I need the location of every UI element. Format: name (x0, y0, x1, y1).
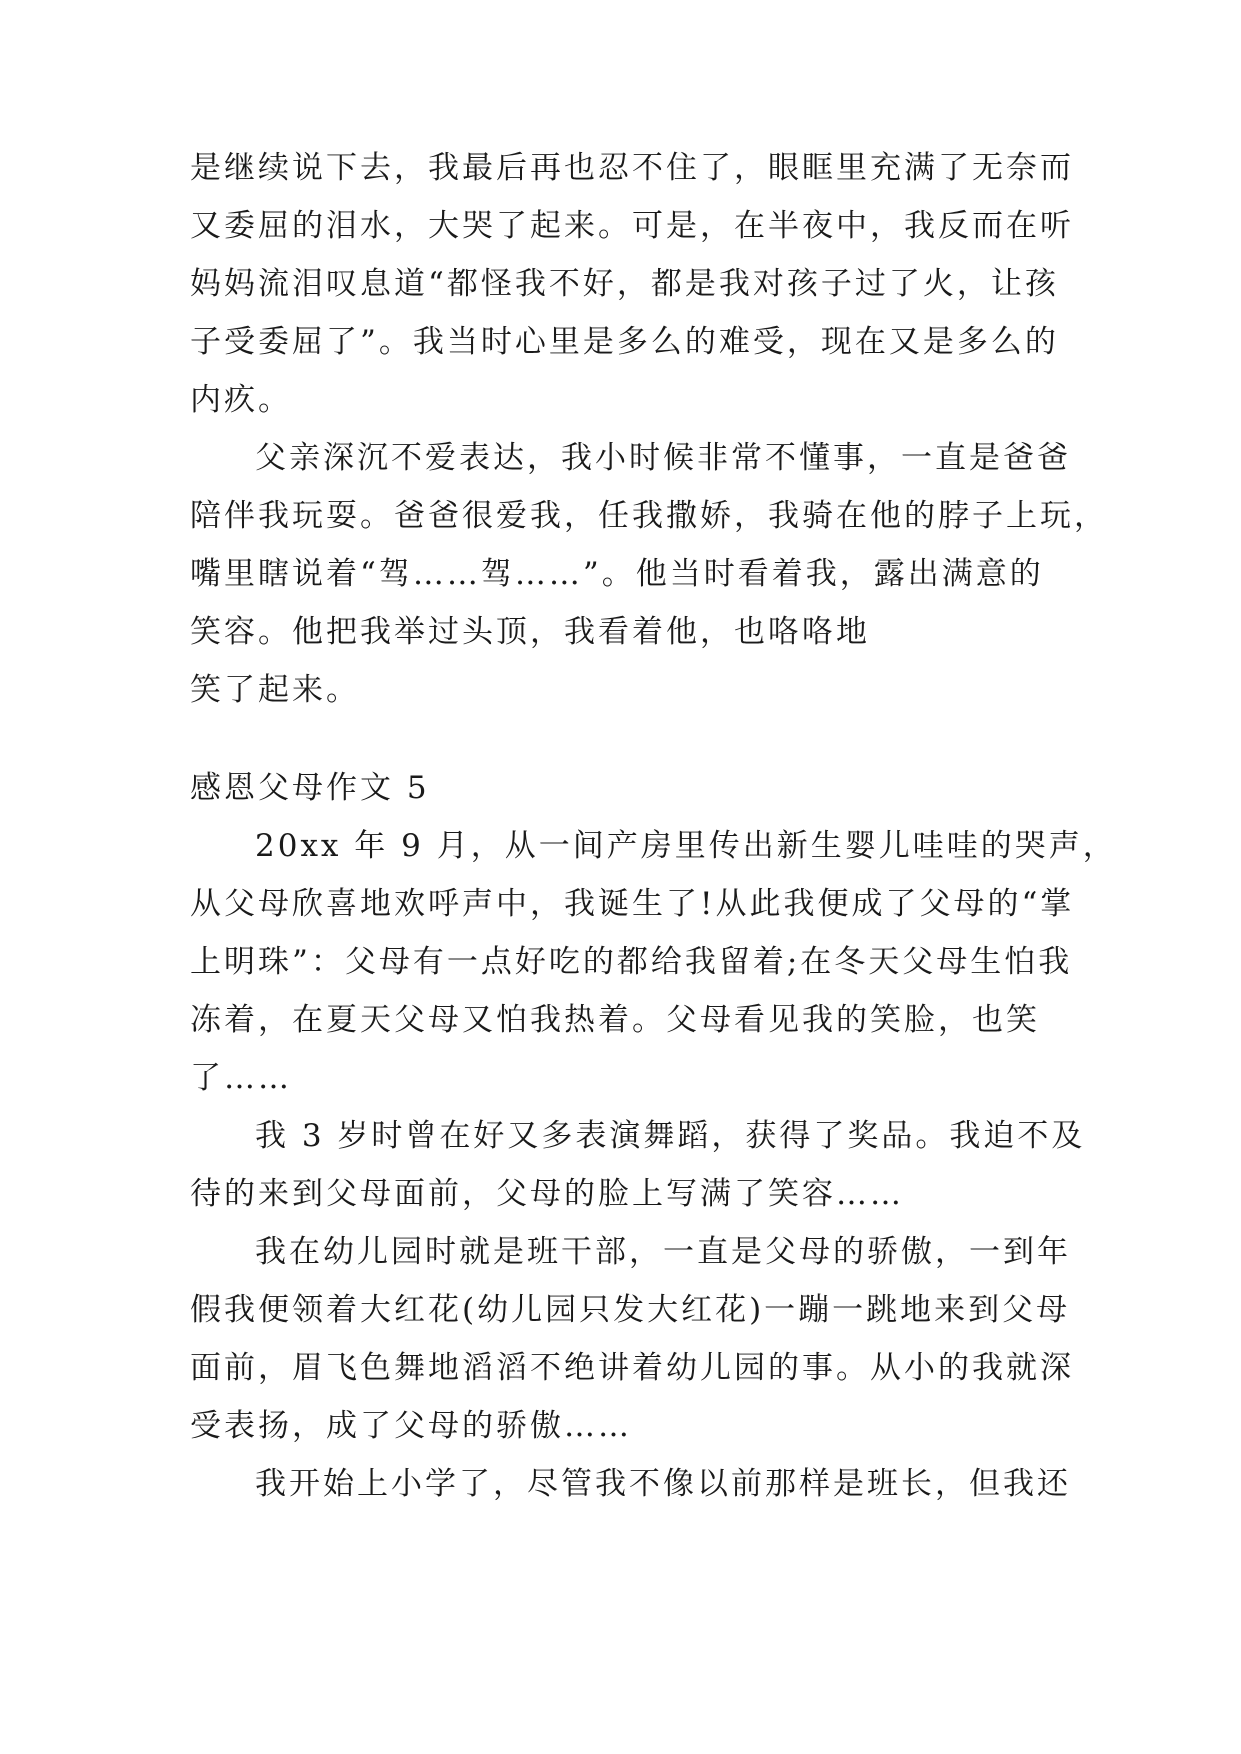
text-line: 内疚。 (190, 382, 292, 418)
text-line: 是继续说下去，我最后再也忍不住了，眼眶里充满了无奈而 (190, 150, 1074, 186)
paragraph-start-line: 我开始上小学了，尽管我不像以前那样是班长，但我还 (255, 1466, 1071, 1502)
paragraph-start-line: 我 3 岁时曾在好又多表演舞蹈，获得了奖品。我迫不及 (255, 1118, 1086, 1154)
text-line: 陪伴我玩耍。爸爸很爱我，任我撒娇，我骑在他的脖子上玩， (190, 498, 1108, 534)
text-line: 笑了起来。 (190, 672, 360, 708)
text-line: 上明珠”：父母有一点好吃的都给我留着;在冬天父母生怕我 (190, 944, 1073, 980)
text-line: 假我便领着大红花(幼儿园只发大红花)一蹦一跳地来到父母 (190, 1292, 1071, 1328)
text-line: 又委屈的泪水，大哭了起来。可是，在半夜中，我反而在听 (190, 208, 1074, 244)
text-line: 子受委屈了”。我当时心里是多么的难受，现在又是多么的 (190, 324, 1059, 360)
paragraph-start-line: 我在幼儿园时就是班干部，一直是父母的骄傲，一到年 (255, 1234, 1071, 1270)
text-line: 妈妈流泪叹息道“都怪我不好，都是我对孩子过了火，让孩 (190, 266, 1059, 302)
text-line: 冻着，在夏天父母又怕我热着。父母看见我的笑脸，也笑 (190, 1002, 1040, 1038)
text-line: 受表扬，成了父母的骄傲…… (190, 1408, 632, 1444)
paragraph-start-line: 20xx 年 9 月，从一间产房里传出新生婴儿哇哇的哭声， (255, 828, 1117, 864)
text-line: 待的来到父母面前，父母的脸上写满了笑容…… (190, 1176, 904, 1212)
text-line: 嘴里瞎说着“驾……驾……”。他当时看着我，露出满意的 (190, 556, 1044, 592)
text-line: 了…… (190, 1060, 292, 1096)
text-line: 从父母欣喜地欢呼声中，我诞生了!从此我便成了父母的“掌 (190, 886, 1075, 922)
section-heading: 感恩父母作文 5 (190, 770, 430, 806)
paragraph-start-line: 父亲深沉不爱表达，我小时候非常不懂事，一直是爸爸 (255, 440, 1071, 476)
text-line: 面前，眉飞色舞地滔滔不绝讲着幼儿园的事。从小的我就深 (190, 1350, 1074, 1386)
text-line: 笑容。他把我举过头顶，我看着他，也咯咯地 (190, 614, 870, 650)
